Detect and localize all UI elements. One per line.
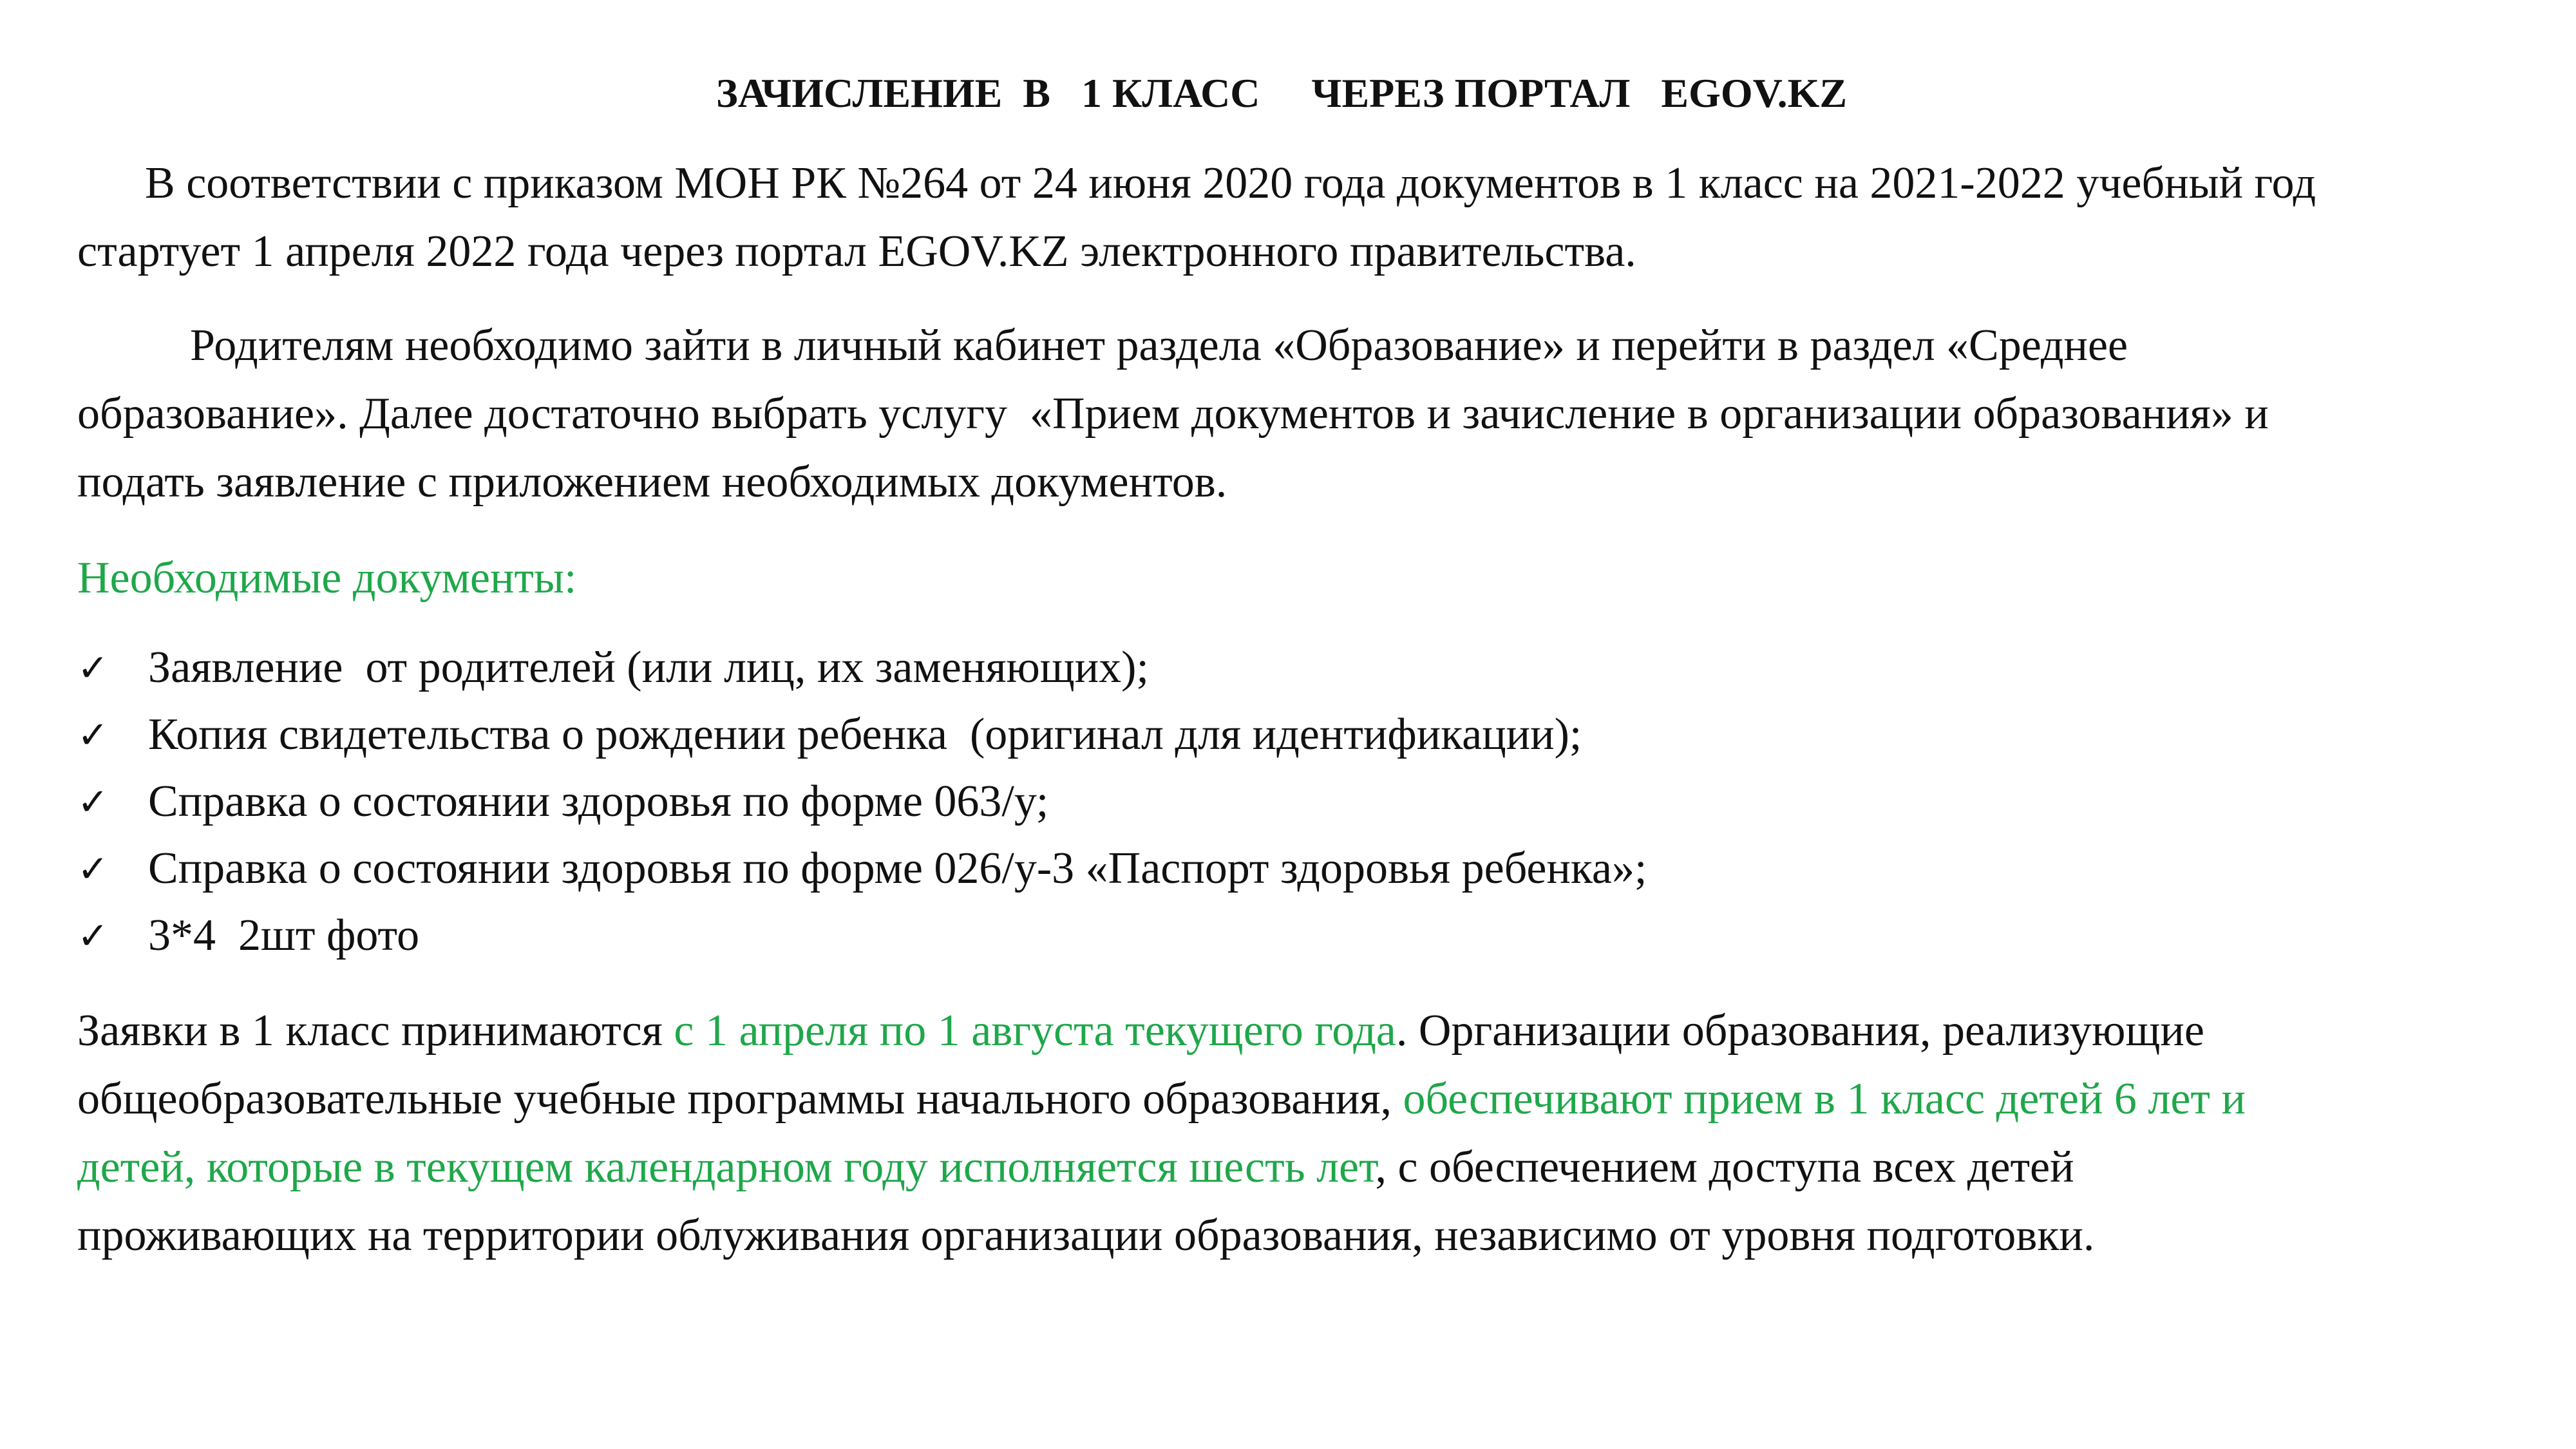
enrollment-dates-highlight: с 1 апреля по 1 августа текущего года [674,1006,1396,1056]
checkmark-icon: ✓ [77,646,109,690]
intro-line-2: стартует 1 апреля 2022 года через портал EGOV.KZ электронного правительства. [77,227,1636,276]
enrollment-line-4: проживающих на территории облуживания организации образования, независимо от уровня подготовки. [77,1211,2095,1260]
instructions-paragraph [77,312,2512,516]
page-title: ЗАЧИСЛЕНИЕ В 1 КЛАСС ЧЕРЕЗ ПОРТАЛ EGOV.KZ [715,70,1848,116]
checkmark-icon: ✓ [77,713,109,757]
list-item [77,902,1647,969]
list-item [77,634,1647,701]
list-item-text: Копия свидетельства о рождении ребенка (оригинал для идентификации); [148,710,1582,759]
enrollment-paragraph [77,997,2512,1270]
list-item-text: 3*4 2шт фото [148,911,420,960]
checkmark-icon: ✓ [77,780,109,824]
instructions-line-2: образование». Далее достаточно выбрать услугу «Прием документов и зачисление в организации образования» и [77,389,2269,439]
intro-paragraph [77,149,2512,286]
checkmark-icon: ✓ [77,914,109,958]
list-item-text: Справка о состоянии здоровья по форме 063/у; [148,777,1049,826]
list-item-text: Справка о состоянии здоровья по форме 026/у-3 «Паспорт здоровья ребенка»; [148,844,1647,893]
instructions-line-1: Родителям необходимо зайти в личный кабинет раздела «Образование» и перейти в раздел «Среднее [77,321,2128,370]
enrollment-text: общеобразовательные учебные программы начального образования, [77,1074,1403,1124]
list-item [77,768,1647,835]
enrollment-line-3 [77,1133,2512,1202]
enrollment-age-highlight: детей, которые в текущем календарном году исполняется шесть лет [77,1142,1376,1192]
documents-list [77,634,1647,969]
enrollment-text: . Организации образования, реализующие [1396,1006,2204,1056]
list-item [77,835,1647,902]
enrollment-line-1 [77,997,2512,1065]
enrollment-text: Заявки в 1 класс принимаются [77,1006,674,1056]
enrollment-line-2 [77,1065,2512,1133]
list-item [77,701,1647,768]
intro-line-1: В соответствии с приказом МОН РК №264 от 24 июня 2020 года документов в 1 класс на 2021-2022 учебный год [77,158,2316,208]
enrollment-text: , с обеспечением доступа всех детей [1375,1142,2074,1192]
enrollment-age-highlight: обеспечивают прием в 1 класс детей 6 лет и [1403,1074,2246,1124]
instructions-line-3: подать заявление с приложением необходимых документов. [77,457,1227,507]
checkmark-icon: ✓ [77,847,109,891]
documents-heading: Необходимые документы: [77,553,577,603]
list-item-text: Заявление от родителей (или лиц, их заменяющих); [148,643,1149,692]
